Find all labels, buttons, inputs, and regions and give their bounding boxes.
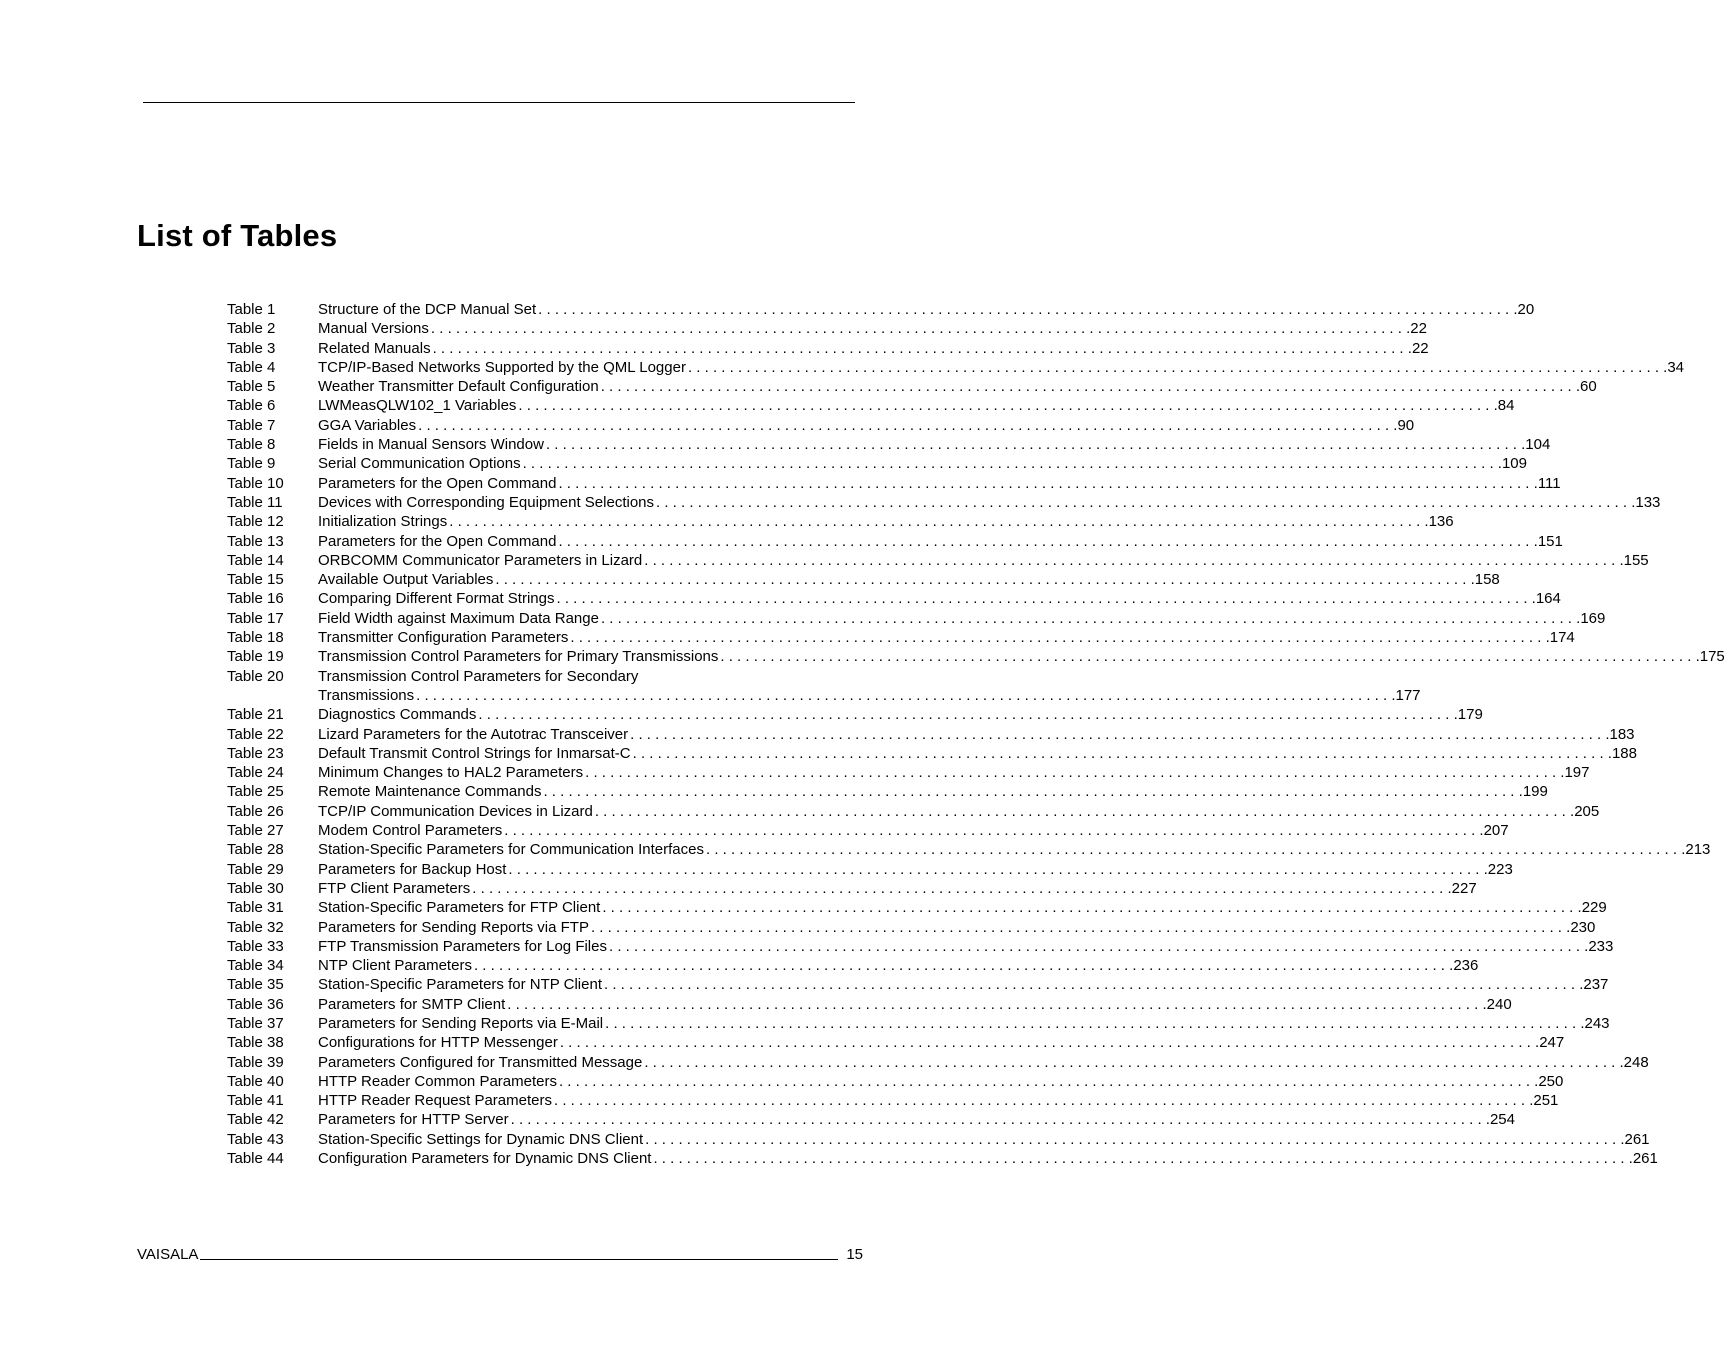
toc-entry-number: Table 24 <box>227 764 284 782</box>
toc-entry-page: 22 <box>1411 339 1429 357</box>
dot-leader <box>476 705 1457 724</box>
toc-entry-title: Comparing Different Format Strings <box>318 590 555 608</box>
toc-entry-title: Station-Specific Parameters for NTP Client <box>318 976 602 994</box>
toc-entry-number: Table 2 <box>227 320 276 338</box>
toc-entry[interactable] <box>227 435 1551 454</box>
dot-leader <box>506 860 1487 879</box>
toc-entry-number: Table 10 <box>227 474 284 492</box>
toc-entry-number: Table 25 <box>227 783 284 801</box>
toc-entry-page: 229 <box>1581 899 1607 917</box>
toc-entry-page: 158 <box>1474 571 1500 589</box>
dot-leader <box>470 879 1451 898</box>
toc-entry-number: Table 29 <box>227 860 284 878</box>
toc-entry-number: Table 19 <box>227 648 284 666</box>
toc-entry-title: LWMeasQLW102_1 Variables <box>318 397 517 415</box>
footer-brand: VAISALA <box>137 1246 199 1263</box>
toc-entry-page: 243 <box>1584 1014 1610 1032</box>
toc-entry-title: Parameters for SMTP Client <box>318 995 506 1013</box>
toc-entry[interactable] <box>227 995 1512 1014</box>
toc-entry[interactable] <box>227 339 1429 358</box>
toc-entry-title: Manual Versions <box>318 320 429 338</box>
toc-entry-number: Table 39 <box>227 1053 284 1071</box>
toc-entry-page: 205 <box>1574 802 1600 820</box>
dot-leader <box>583 763 1564 782</box>
toc-entry[interactable] <box>227 744 1637 763</box>
toc-entry-number: Table 6 <box>227 397 276 415</box>
toc-entry[interactable] <box>227 725 1635 744</box>
toc-entry-title: GGA Variables <box>318 416 417 434</box>
toc-entry-title: Station-Specific Parameters for FTP Client <box>318 899 601 917</box>
toc-entry-number: Table 5 <box>227 378 276 396</box>
toc-entry-number: Table 41 <box>227 1092 284 1110</box>
toc-entry[interactable] <box>227 975 1609 994</box>
dot-leader <box>544 435 1525 454</box>
toc-entry-page: 20 <box>1517 301 1535 318</box>
toc-entry-title: TCP/IP Communication Devices in Lizard <box>318 802 593 820</box>
toc-entry-page: 199 <box>1522 783 1548 801</box>
toc-entry-title: Configurations for HTTP Messenger <box>318 1034 558 1052</box>
toc-entry[interactable] <box>227 705 1483 724</box>
dot-leader <box>654 493 1635 512</box>
toc-entry-title: NTP Client Parameters <box>318 957 472 975</box>
toc-entry-title: Transmission Control Parameters for Secondary <box>318 667 639 685</box>
dot-leader <box>493 570 1474 589</box>
toc-entry[interactable] <box>227 319 1427 338</box>
toc-entry-title: Station-Specific Parameters for Communication Interfaces <box>318 841 704 859</box>
dot-leader <box>628 725 1609 744</box>
toc-entry-title: Structure of the DCP Manual Set <box>318 301 537 318</box>
toc-entry-title: Field Width against Maximum Data Range <box>318 609 599 627</box>
toc-entry-page: 136 <box>1428 513 1454 531</box>
toc-entry[interactable] <box>227 937 1614 956</box>
dot-leader <box>521 454 1502 473</box>
toc-entry[interactable] <box>227 763 1590 782</box>
toc-entry-title: Parameters Configured for Transmitted Message <box>318 1053 643 1071</box>
dot-leader <box>600 898 1581 917</box>
toc-entry[interactable] <box>227 551 1649 570</box>
dot-leader <box>556 532 1537 551</box>
toc-entry-page: 109 <box>1501 455 1527 473</box>
toc-entry[interactable] <box>227 474 1561 493</box>
toc-entry-page: 240 <box>1486 995 1512 1013</box>
toc-entry[interactable] <box>227 956 1479 975</box>
toc-entry-number: Table 4 <box>227 358 276 376</box>
toc-entry-page: 60 <box>1580 378 1597 396</box>
toc-entry-page: 254 <box>1489 1111 1515 1129</box>
toc-entry-page: 183 <box>1609 725 1635 743</box>
toc-entry-number: Table 21 <box>227 706 284 724</box>
toc-entry-number: Table 40 <box>227 1072 284 1090</box>
dot-leader <box>643 1130 1624 1149</box>
toc-entry[interactable] <box>227 377 1597 396</box>
dot-leader <box>599 609 1580 628</box>
dot-leader <box>416 416 1397 435</box>
toc-entry-number: Table 1 <box>227 301 276 318</box>
toc-entry-number: Table 14 <box>227 551 284 569</box>
toc-entry-number: Table 3 <box>227 339 276 357</box>
toc-entry-title: Modem Control Parameters <box>318 822 503 840</box>
toc-entry[interactable] <box>227 860 1513 879</box>
dot-leader <box>502 821 1483 840</box>
toc-entry[interactable] <box>227 416 1415 435</box>
toc-entry-page: 227 <box>1451 879 1477 897</box>
dot-leader <box>568 628 1549 647</box>
dot-leader <box>589 918 1570 937</box>
toc-entry-number: Table 31 <box>227 899 284 917</box>
toc-entry-title: Transmitter Configuration Parameters <box>318 629 569 647</box>
dot-leader <box>429 319 1410 338</box>
toc-entry[interactable] <box>227 396 1515 415</box>
toc-entry[interactable] <box>227 821 1509 840</box>
dot-leader <box>516 396 1497 415</box>
toc-entry-page: 175 <box>1699 648 1725 666</box>
toc-entry[interactable] <box>227 1110 1515 1129</box>
toc-entry-number: Table 44 <box>227 1150 284 1168</box>
toc-entry-number: Table 11 <box>227 493 283 511</box>
toc-entry[interactable] <box>227 1130 1650 1149</box>
toc-entry-number: Table 37 <box>227 1014 284 1032</box>
toc-entry-page: 223 <box>1487 860 1513 878</box>
dot-leader <box>431 339 1412 358</box>
toc-entry[interactable] <box>227 570 1500 589</box>
toc-entry-title: FTP Transmission Parameters for Log Files <box>318 937 607 955</box>
toc-entry[interactable] <box>227 1014 1610 1033</box>
toc-entry[interactable] <box>227 879 1477 898</box>
toc-entry-page: 233 <box>1588 937 1614 955</box>
toc-entry-number: Table 9 <box>227 455 276 473</box>
dot-leader <box>554 589 1535 608</box>
toc-entry-page: 236 <box>1453 957 1479 975</box>
toc-entry-page: 188 <box>1611 744 1637 762</box>
dot-leader <box>651 1149 1632 1168</box>
dot-leader <box>603 1014 1584 1033</box>
toc-entry-number: Table 43 <box>227 1130 284 1148</box>
toc-entry[interactable] <box>227 898 1607 917</box>
dot-leader <box>558 1033 1539 1052</box>
toc-entry-page: 179 <box>1457 706 1483 724</box>
toc-entry-page: 261 <box>1624 1130 1650 1148</box>
dot-leader <box>593 802 1574 821</box>
toc-entry-number: Table 15 <box>227 571 284 589</box>
toc-entry[interactable] <box>227 667 1421 706</box>
toc-entry-title: Parameters for HTTP Server <box>318 1111 509 1129</box>
toc-entry-title: Related Manuals <box>318 339 431 357</box>
toc-entry-title: ORBCOMM Communicator Parameters in Lizard <box>318 551 643 569</box>
toc-entry-title: TCP/IP-Based Networks Supported by the QML Logger <box>318 358 686 376</box>
toc-entry-page: 34 <box>1667 358 1685 376</box>
page-title: List of Tables <box>137 218 338 253</box>
toc-entry-title: Initialization Strings <box>318 513 448 531</box>
footer-rule <box>200 1259 838 1260</box>
toc-entry-number: Table 33 <box>227 937 284 955</box>
toc-entry[interactable] <box>227 1091 1559 1110</box>
toc-entry[interactable] <box>227 609 1606 628</box>
toc-entry-title: Serial Communication Options <box>318 455 521 473</box>
dot-leader <box>414 686 1395 705</box>
toc-entry-number: Table 34 <box>227 957 284 975</box>
toc-entry-number: Table 28 <box>227 841 284 859</box>
toc-entry-number: Table 38 <box>227 1034 284 1052</box>
toc-entry-page: 207 <box>1483 822 1509 840</box>
toc-entry-number: Table 22 <box>227 725 284 743</box>
toc-entry-number: Table 27 <box>227 822 284 840</box>
dot-leader <box>642 1053 1623 1072</box>
toc-entry[interactable] <box>227 1072 1564 1091</box>
toc-entry-number: Table 16 <box>227 590 284 608</box>
toc-entry-page: 261 <box>1632 1150 1658 1168</box>
toc-entry-number: Table 18 <box>227 629 284 647</box>
toc-entry[interactable] <box>227 454 1527 473</box>
toc-entry-page: 111 <box>1537 474 1561 492</box>
toc-entry-number: Table 20 <box>227 667 284 685</box>
toc-entry-number: Table 35 <box>227 976 284 994</box>
toc-entry[interactable] <box>227 782 1548 801</box>
toc-entry-number: Table 42 <box>227 1111 284 1129</box>
dot-leader <box>552 1091 1533 1110</box>
toc-entry-title: Fields in Manual Sensors Window <box>318 436 544 454</box>
dot-leader <box>602 975 1583 994</box>
toc-entry-title: Lizard Parameters for the Autotrac Transceiver <box>318 725 629 743</box>
toc-entry[interactable] <box>227 840 1711 859</box>
dot-leader <box>536 300 1517 319</box>
toc-entry-page: 197 <box>1564 764 1590 782</box>
toc-entry-title: Minimum Changes to HAL2 Parameters <box>318 764 584 782</box>
toc-entry[interactable] <box>227 589 1561 608</box>
toc-entry-title: Weather Transmitter Default Configuration <box>318 378 599 396</box>
toc-entry-number: Table 32 <box>227 918 284 936</box>
toc-entry-page: 237 <box>1583 976 1609 994</box>
toc-entry-page: 169 <box>1580 609 1606 627</box>
page-footer <box>137 1243 863 1263</box>
toc-entry[interactable] <box>227 493 1661 512</box>
toc-entry-title: Remote Maintenance Commands <box>318 783 542 801</box>
toc-entry[interactable] <box>227 300 1535 319</box>
toc-entry[interactable] <box>227 512 1454 531</box>
toc-entry-number: Table 12 <box>227 513 284 531</box>
toc-entry-page: 22 <box>1410 320 1427 338</box>
toc-entry[interactable] <box>227 802 1600 821</box>
dot-leader <box>472 956 1453 975</box>
dot-leader <box>509 1110 1490 1129</box>
toc-entry-page: 230 <box>1570 918 1596 936</box>
toc-entry[interactable] <box>227 358 1685 377</box>
toc-entry-page: 104 <box>1525 436 1551 454</box>
dot-leader <box>718 647 1699 666</box>
toc-entry-title: Parameters for the Open Command <box>318 532 557 550</box>
toc-entry-page: 247 <box>1539 1034 1565 1052</box>
toc-entry-page: 90 <box>1397 416 1415 434</box>
toc-entry-number: Table 13 <box>227 532 284 550</box>
toc-entry-title: Available Output Variables <box>318 571 494 589</box>
dot-leader <box>599 377 1580 396</box>
toc-entry[interactable] <box>227 532 1563 551</box>
toc-entry[interactable] <box>227 628 1575 647</box>
toc-entry-number: Table 17 <box>227 609 284 627</box>
toc-entry-title: Parameters for Backup Host <box>318 860 507 878</box>
toc-entry[interactable] <box>227 647 1725 666</box>
toc-entry-page: 213 <box>1685 841 1711 859</box>
toc-entry-number: Table 7 <box>227 416 276 434</box>
toc-entry-number: Table 36 <box>227 995 284 1013</box>
toc-entry-page: 133 <box>1635 493 1661 511</box>
toc-entry[interactable] <box>227 918 1596 937</box>
toc-entry-number: Table 30 <box>227 879 284 897</box>
toc-entry-title: HTTP Reader Common Parameters <box>318 1072 557 1090</box>
toc-entry[interactable] <box>227 1053 1649 1072</box>
toc-entry-title: Transmissions <box>318 686 415 704</box>
toc-entry-title: Devices with Corresponding Equipment Selections <box>318 493 655 511</box>
dot-leader <box>686 358 1667 377</box>
dot-leader <box>556 474 1537 493</box>
dot-leader <box>642 551 1623 570</box>
toc-entry-title: Parameters for Sending Reports via FTP <box>318 918 589 936</box>
toc-entry-page: 250 <box>1538 1072 1564 1090</box>
toc-entry-number: Table 26 <box>227 802 284 820</box>
toc-entry-title: Transmission Control Parameters for Primary Transmissions <box>318 648 719 666</box>
header-rule <box>143 102 855 103</box>
toc-entry-page: 164 <box>1535 590 1561 608</box>
toc-entry-title: HTTP Reader Request Parameters <box>318 1092 552 1110</box>
toc-entry-page: 248 <box>1623 1053 1649 1071</box>
dot-leader <box>447 512 1428 531</box>
toc-entry-number: Table 23 <box>227 744 284 762</box>
dot-leader <box>607 937 1588 956</box>
toc-entry-title: Default Transmit Control Strings for Inmarsat-C <box>318 744 631 762</box>
toc-entry-title: Parameters for the Open Command <box>318 474 557 492</box>
toc-entry-page: 174 <box>1549 629 1575 647</box>
toc-entry-page: 151 <box>1537 532 1563 550</box>
toc-entry-title: Parameters for Sending Reports via E-Mail <box>318 1014 604 1032</box>
toc-entry-page: 84 <box>1497 397 1515 415</box>
dot-leader <box>541 782 1522 801</box>
toc-entry-title: Station-Specific Settings for Dynamic DNS Client <box>318 1130 644 1148</box>
toc-entry[interactable] <box>227 1033 1565 1052</box>
toc-entry-page: 155 <box>1623 551 1649 569</box>
list-of-tables <box>227 300 1725 1168</box>
dot-leader <box>505 995 1486 1014</box>
dot-leader <box>631 744 1612 763</box>
footer-page-number: 15 <box>846 1246 863 1263</box>
dot-leader <box>704 840 1685 859</box>
toc-entry-number: Table 8 <box>227 436 276 454</box>
toc-entry-title: Diagnostics Commands <box>318 706 477 724</box>
toc-entry-title: FTP Client Parameters <box>318 879 471 897</box>
toc-entry[interactable] <box>227 1149 1658 1168</box>
toc-entry-page: 251 <box>1533 1092 1559 1110</box>
dot-leader <box>557 1072 1538 1091</box>
toc-entry-title: Configuration Parameters for Dynamic DNS Client <box>318 1150 652 1168</box>
toc-entry-page: 177 <box>1395 686 1421 704</box>
